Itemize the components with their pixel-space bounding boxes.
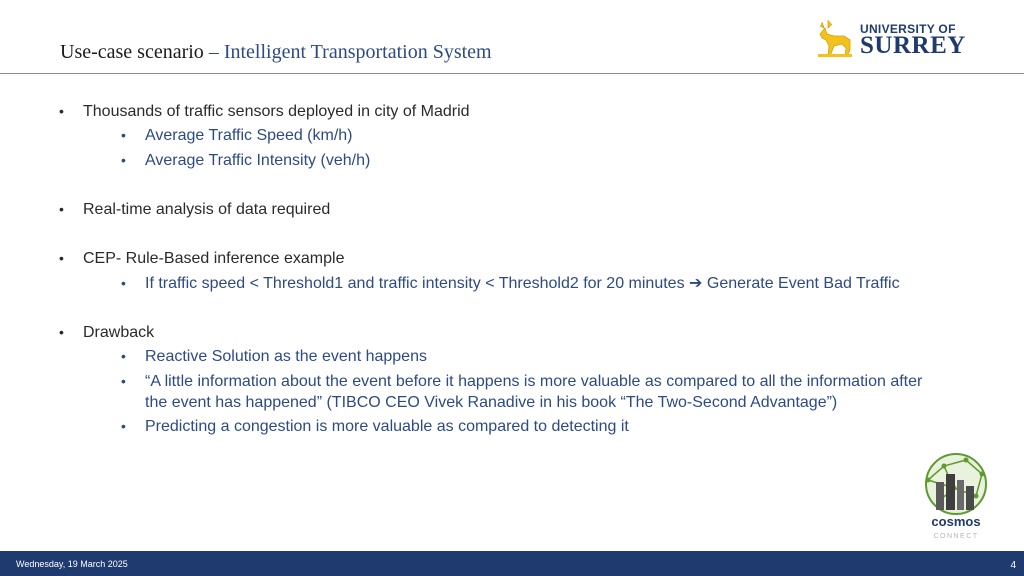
bullet-item: Thousands of traffic sensors deployed in city of Madrid [83,103,470,120]
sub-bullet-dot: • [121,152,126,168]
sub-bullet-item [145,274,900,294]
sub-bullet-dot: • [121,348,126,364]
bullet-dot: • [59,103,64,119]
sub-bullet-item: “A little information about the event before it happens is more valuable as compared to all the information after [145,373,923,390]
slide-footer [0,551,1024,576]
header-divider [0,73,1024,74]
bullet-dot: • [59,250,64,266]
rule-condition: If traffic speed < Threshold1 and traffic intensity < Threshold2 for 20 minutes [145,275,685,292]
sub-bullet-item: Average Traffic Speed (km/h) [145,127,353,144]
university-of-surrey-logo [814,18,990,60]
bullet-item: CEP- Rule-Based inference example [83,250,345,267]
sub-bullet-item-continuation: the event has happened” (TIBCO CEO Vivek Ranadive in his book “The Two-Second Advantage”) [145,394,838,411]
footer-date: Wednesday, 19 March 2025 [16,559,128,569]
sub-bullet-dot: • [121,418,126,434]
slide-header [0,0,1024,74]
sub-bullet-dot: • [121,373,126,389]
sub-bullet-item: Average Traffic Intensity (veh/h) [145,152,371,169]
bullet-dot: • [59,201,64,217]
cosmos-wordmark: cosmos [931,514,981,529]
logo-surrey: SURREY [860,32,966,59]
cosmos-tagline: CONNECT [933,533,979,540]
title-main: Use-case scenario [60,41,204,63]
sub-bullet-item: Predicting a congestion is more valuable as compared to detecting it [145,418,629,435]
arrow-right-icon: ➔ [689,275,703,292]
page-number: 4 [1010,560,1016,571]
logo-university-of: UNIVERSITY OF [860,22,956,36]
sub-bullet-dot: • [121,275,126,291]
bullet-item: Drawback [83,324,155,341]
slide-title [60,41,492,64]
stag-icon [814,18,856,58]
bullet-item: Real-time analysis of data required [83,201,331,218]
cosmos-logo [914,452,998,542]
title-subtitle: Intelligent Transportation System [223,41,492,63]
cosmos-globe-icon [914,452,998,542]
title-dash: – [208,41,219,63]
sub-bullet-dot: • [121,127,126,143]
rule-action: Generate Event Bad Traffic [706,275,900,292]
sub-bullet-item: Reactive Solution as the event happens [145,348,427,365]
bullet-dot: • [59,324,64,340]
